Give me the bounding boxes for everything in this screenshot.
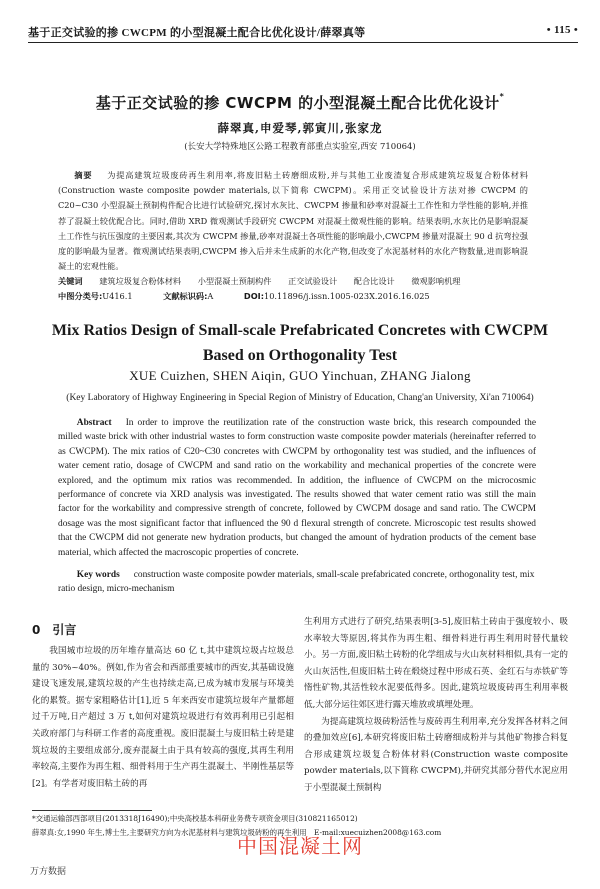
body-right-paragraph: 为提高建筑垃圾砖粉活性与废砖再生利用率,充分发挥各材料之间的叠加效应[6],本研究将废旧粘土砖磨细成粉并与其他矿物掺合料复合形成建筑垃圾复合粉体材料(Construction waste composite powder materials,以下简称 CWCPM),并研究其部分替代水泥应用于小型混凝土预制构 [304,716,568,793]
chinese-abstract [58,168,528,274]
english-authors: XUE Cuizhen, SHEN Aiqin, GUO Yinchuan, ZHANG Jialong [129,368,471,383]
chinese-abstract-label: 摘要 [74,170,93,180]
english-title-line2: Based on Orthogonality Test [202,347,398,364]
running-head-title: 基于正交试验的掺 CWCPM 的小型混凝土配合比优化设计/薛翠真等 [28,27,366,39]
body-left-column: 我国城市垃圾的历年堆存量高达 60 亿 t,其中建筑垃圾占垃圾总量的 30%~40%。例如,作为省会和西部重要城市的西安,其基础设施建设飞速发展,建筑垃圾的产生也持续走高,已成为城市发展与环境美化的累赘。据专家粗略估计[1],近 5 年来西安市建筑垃圾年产量都超过千万吨,日产超过 3 万 t,如何对建筑垃圾进行有效再利用已引起相关政府部门与科研工作者的高度重视。废旧混凝土与废旧粘土砖是建筑垃圾的主要组成部分,废弃混凝土由于具有较高的强度,其再生利用率较高,主要作为再生粗、细骨料用于生产再生混凝土、半刚性基层等[2]。有学者对废旧粘土砖的再 [32,646,294,789]
english-abstract [58,416,536,560]
doc-code-label: 文献标识码: [163,291,208,301]
chinese-keyword: 正交试验设计 [288,276,338,286]
running-head [28,22,578,40]
source-mark: 万方数据 [30,867,67,877]
chinese-abstract-text: 为提高建筑垃圾废砖再生利用率,将废旧粘土砖磨细成粉,并与其他工业废渣复合形成建筑垃圾复合粉体材料(Construction waste composite powder materials,以下简称 CWCPM)。采用正交试验设计方法对掺 CWCPM 的 C20~C30 小型混凝土预制构件配合比进行试验研究,探讨水灰比、CWCPM 掺量和砂率对混凝土工作性和力学性能的影响,并推荐了混凝土较优配合比。同时,借助 XRD 微观测试手段研究 CWCPM 对混凝土微观性能的影响。结果表明,水灰比仍是影响混凝土工作性与抗压强度的主要因素,其次为 CWCPM 掺量,砂率对混凝土各项性能的影响最小,CWCPM 掺量对混凝土 90 d 抗弯拉强度的影响最为显著。微观测试结果表明,CWCPM 掺入后并未生成新的水化产物,但改变了水泥基材料的水化产物数量,进而影响混凝土的宏观性能。 [58,170,528,272]
doi-label: DOI: [243,291,264,301]
chinese-keywords-label: 关键词 [58,276,83,286]
chinese-keyword: 小型混凝土预制构件 [197,276,272,286]
english-keywords [58,568,536,597]
classification-line [58,290,538,303]
chinese-title-text: 基于正交试验的掺 CWCPM 的小型混凝土配合比优化设计 [95,94,500,112]
english-keywords-text: construction waste composite powder materials, small-scale prefabricated concrete, orthogonality test, mix ratio design, micro-mechanism [58,570,535,595]
english-affiliation: (Key Laboratory of Highway Engineering in Special Region of Ministry of Education, Chang'an University, Xi'an 710064) [66,393,534,403]
watermark-text: 中国混凝土网 [237,834,363,858]
english-abstract-label: Abstract [76,418,112,428]
chinese-keyword: 微观影响机理 [411,276,461,286]
chinese-affiliation: (长安大学特殊地区公路工程教育部重点实验室,西安 710064) [184,142,416,152]
chinese-keyword: 配合比设计 [353,276,395,286]
section-heading-introduction: 0 引言 [32,623,77,637]
english-abstract-text: In order to improve the reutilization rate of the construction waste brick, this research compounded the milled waste brick with other industrial wastes to form construction waste composite powder materials (hereinafter referred to as CWCPM). The mix ratios of C20~C30 concretes with CWCPM by orthogonality test was studied, and the influences of water cement ratio, dosage of CWCPM and sand ratio on the workability and mechanical properties of the concrete were explored, and the optimum mix ratios was recommended. In addition, the influence of CWCPM on the microcosmic performance of concrete via XRD analysis was investigated. The results showed that water cement ratio was still the main factor for the workability and compressive strength of concrete, followed by CWCPM dosage and sand ratio. The CWCPM dosage was the most significant factor that influenced the 90 d flexural strength of concrete. Microscopic test results showed that the CWCPM did not generate new hydration products, but changed the amount of hydration products of the cement base material, which affected the macroscopic properties of concrete. [58,418,536,558]
doc-code-value: A [207,291,214,301]
footnote-funding: *交通运输部西部项目(2013318J16490);中央高校基本科研业务费专项资金项目(310821165012) [32,814,358,823]
header-rule [28,42,578,43]
footnote-author: 薛翠真:女,1990 年生,博士生,主要研究方向为水泥基材料与建筑垃圾砖粉的再生利用 E-mail:xuecuizhen2008@163.com [32,828,442,837]
english-keywords-label: Key words [76,570,120,580]
body-right-column [304,614,568,797]
chinese-authors: 薛翠真,申爱琴,郭寅川,张家龙 [217,121,383,135]
chinese-keyword: 建筑垃圾复合粉体材料 [99,276,182,286]
doi-value: 10.11896/j.issn.1005-023X.2016.16.025 [264,291,430,301]
clc-label: 中图分类号: [58,291,103,301]
title-footnote-mark: * [499,92,505,101]
clc-value: U416.1 [102,291,133,301]
chinese-keywords [58,275,538,288]
page-number: • 115 • [546,24,578,36]
english-title-line1: Mix Ratios Design of Small-scale Prefabricated Concretes with CWCPM [51,322,549,339]
chinese-title [0,92,600,113]
body-right-paragraph: 生利用方式进行了研究,结果表明[3-5],废旧粘土砖由于强度较小、吸水率较大等原因,将其作为再生粗、细骨料进行再生利用时替代量较小。另一方面,废旧粘土砖粉的化学组成与火山灰材料相似,具有一定的火山灰活性,但废旧粘土砖在煅烧过程中形成石英、金红石与赤铁矿等惰性矿物,其活性较水泥要低得多。因此,建筑垃圾废砖再生利用率极低,大部分运往郊区进行露天堆放或填埋处理。 [304,617,568,710]
footnote-rule [32,810,152,811]
english-title [0,318,600,368]
